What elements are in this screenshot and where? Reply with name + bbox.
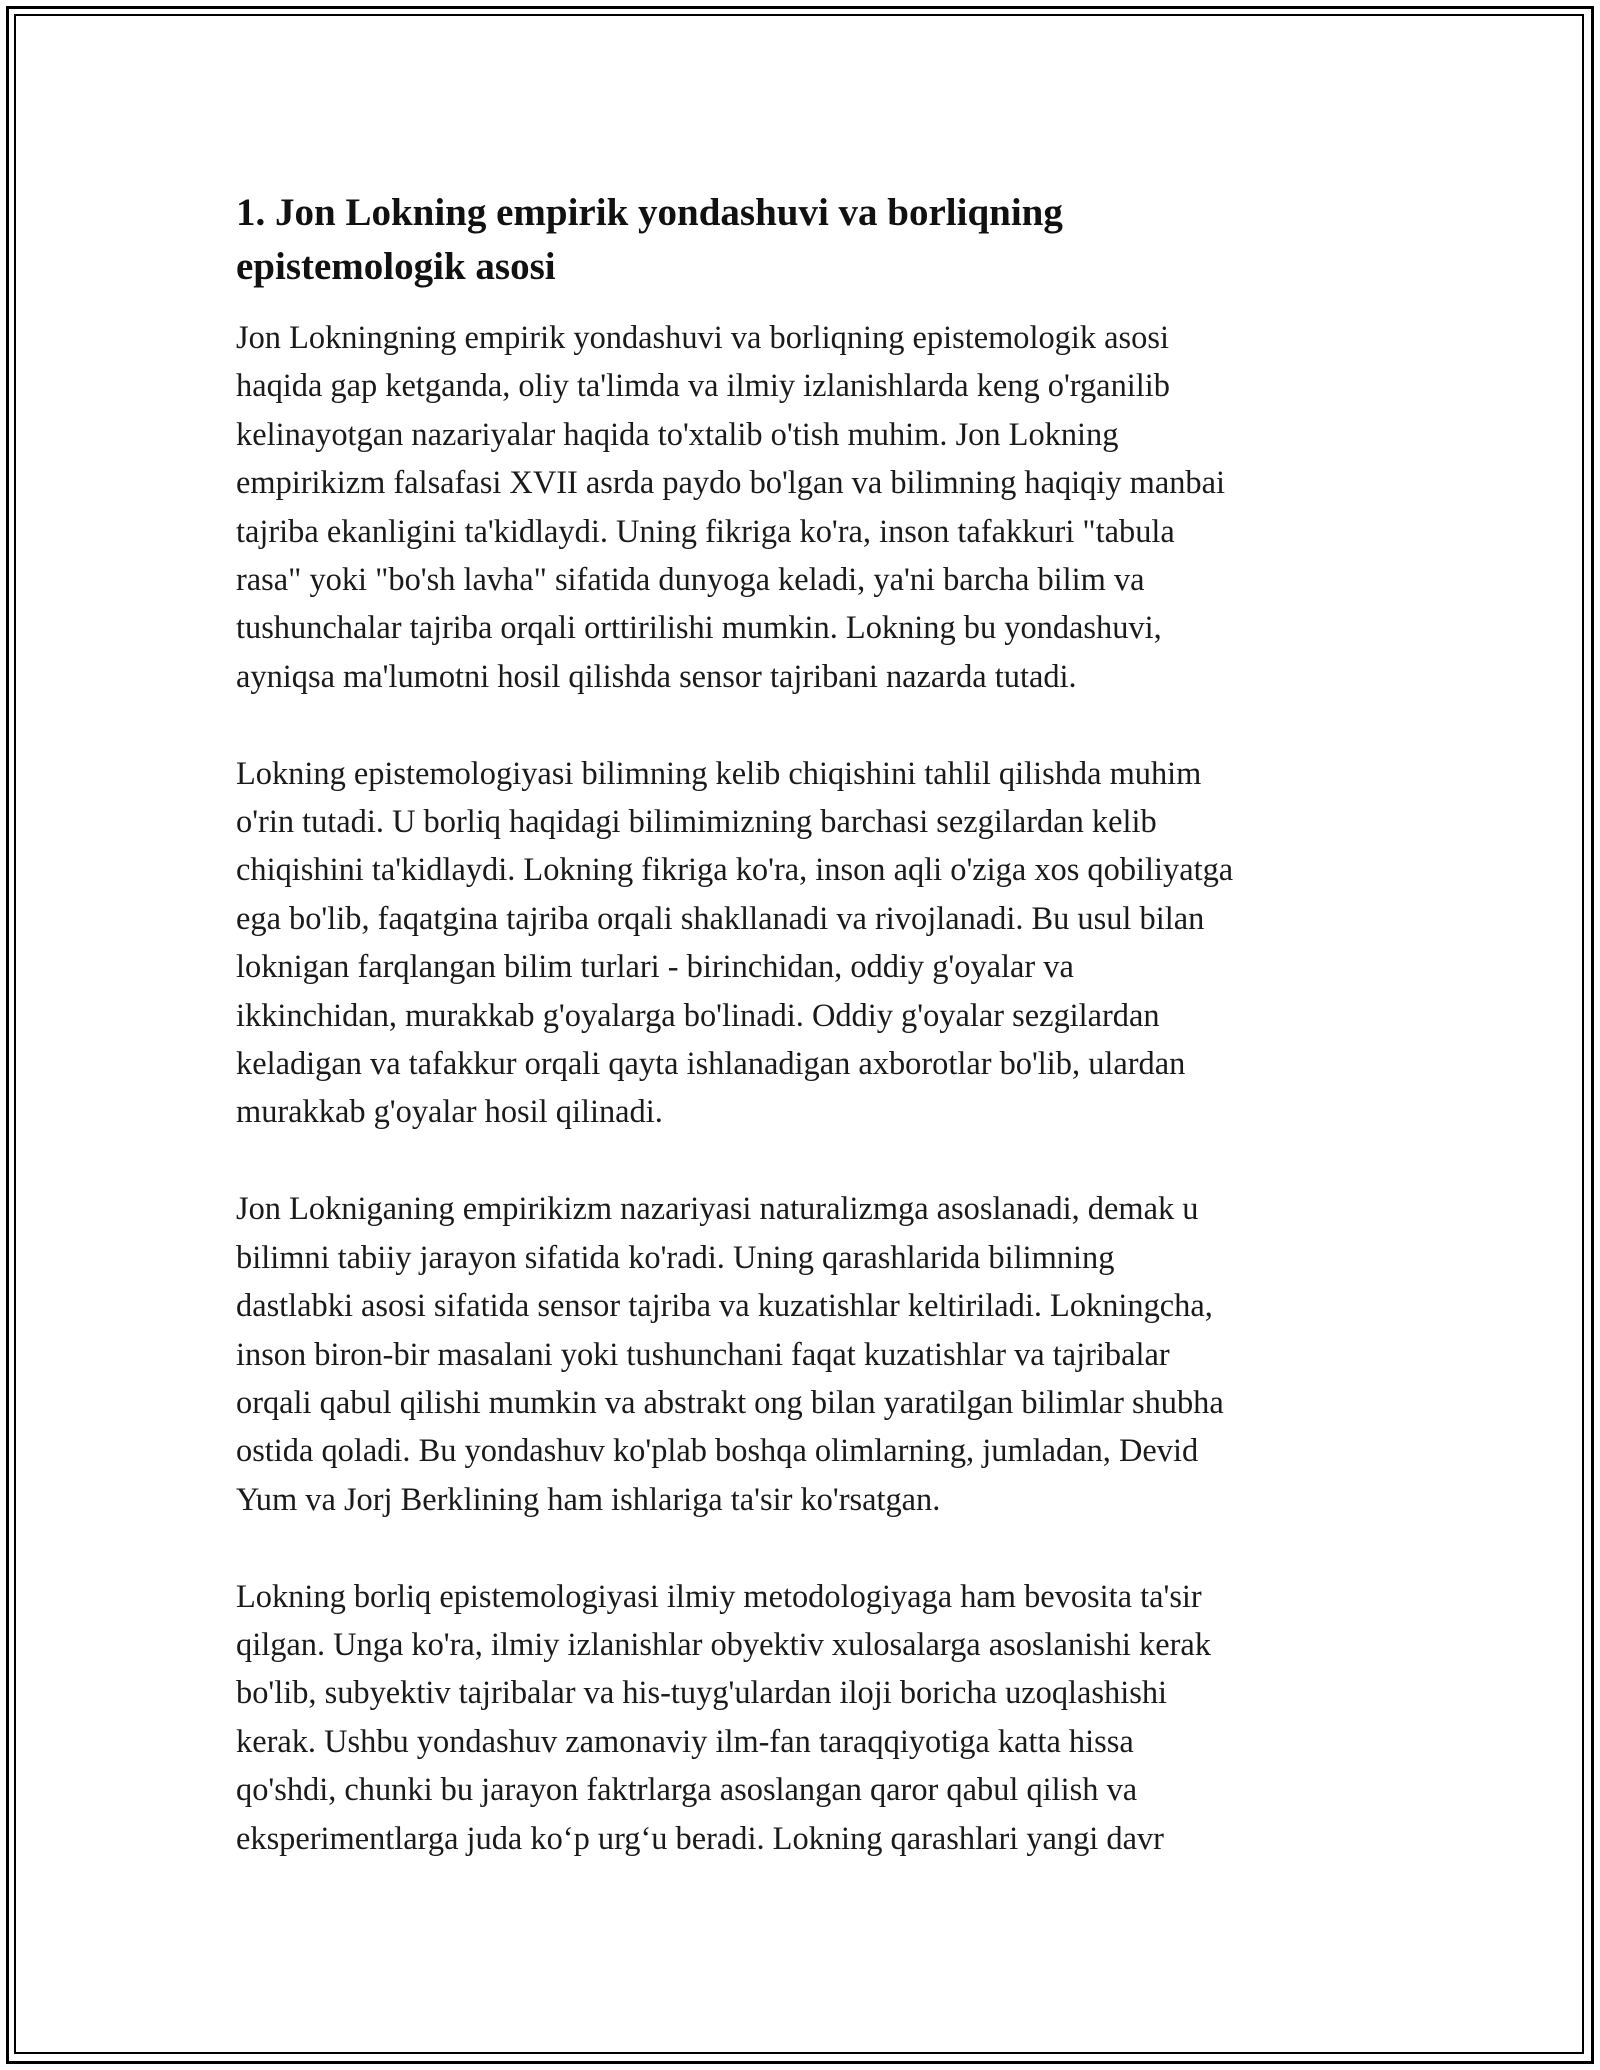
paragraph-2: Lokning epistemologiyasi bilimning kelib chiqishini tahlil qilishda muhim o'rin tutadi. U borliq haqidagi bilimimizning barchasi sezgilardan kelib chiqishini ta'kidlaydi. Lokning fikriga ko'ra, inson aqli o'ziga xos qobiliyatga ega bo'lib, faqatgina tajriba orqali shakllanadi va rivojlanadi. Bu usul bilan loknigan farqlangan bilim turlari - birinchidan, oddiy g'oyalar va ikkinchidan, murakkab g'oyalarga bo'linadi. Oddiy g'oyalar sezgilardan keladigan va tafakkur orqali qayta ishlanadigan axborotlar bo'lib, ulardan murakkab g'oyalar hosil qilinadi. bbox=[236, 755, 1234, 1131]
paragraph-1: Jon Lokningning empirik yondashuvi va borliqning epistemologik asosi haqida gap ketganda, oliy ta'limda va ilmiy izlanishlarda keng o'rganilib kelinayotgan nazariyalar haqida to'xtalib o'tish muhim. Jon Lokning empirikizm falsafasi XVII asrda paydo bo'lgan va bilimning haqiqiy manbai tajriba ekanligini ta'kidlaydi. Uning fikriga ko'ra, inson tafakkuri "tabula rasa" yoki "bo'sh lavha" sifatida dunyoga keladi, ya'ni barcha bilim va tushunchalar tajriba orqali orttirilishi mumkin. Lokning bu yondashuvi, ayniqsa ma'lumotni hosil qilishda sensor tajribani nazarda tutadi. bbox=[236, 320, 1225, 695]
heading-line-1: 1. Jon Lokning empirik yondashuvi va borliqning bbox=[236, 191, 1063, 234]
paragraph-3: Jon Lokniganing empirikizm nazariyasi naturalizmga asoslanadi, demak u bilimni tabiiy jarayon sifatida ko'radi. Uning qarashlarida bilimning dastlabki asosi sifatida sensor tajriba va kuzatishlar keltiriladi. Lokningcha, inson biron-bir masalani yoki tushunchani faqat kuzatishlar va tajribalar orqali qabul qilishi mumkin va abstrakt ong bilan yaratilgan bilimlar shubha ostida qoladi. Bu yondashuv ko'plab boshqa olimlarning, jumladan, Devid Yum va Jorj Berklining ham ishlariga ta'sir ko'rsatgan. bbox=[236, 1191, 1224, 1518]
heading-line-2: epistemologik asosi bbox=[236, 245, 556, 288]
paragraph-4: Lokning borliq epistemologiyasi ilmiy metodologiyaga ham bevosita ta'sir qilgan. Unga ko'ra, ilmiy izlanishlar obyektiv xulosalarga asoslanishi kerak bo'lib, subyektiv tajribalar va his-tuyg'ulardan iloji boricha uzoqlashishi kerak. Ushbu yondashuv zamonaviy ilm-fan taraqqiyotiga katta hissa qo'shdi, chunki bu jarayon faktrlarga asoslangan qaror qabul qilish va eksperimentlarga juda ko‘p urg‘u beradi. Lokning qarashlari yangi davr bbox=[236, 1578, 1211, 1857]
document-body bbox=[236, 186, 1386, 1911]
section-heading bbox=[236, 186, 1386, 294]
